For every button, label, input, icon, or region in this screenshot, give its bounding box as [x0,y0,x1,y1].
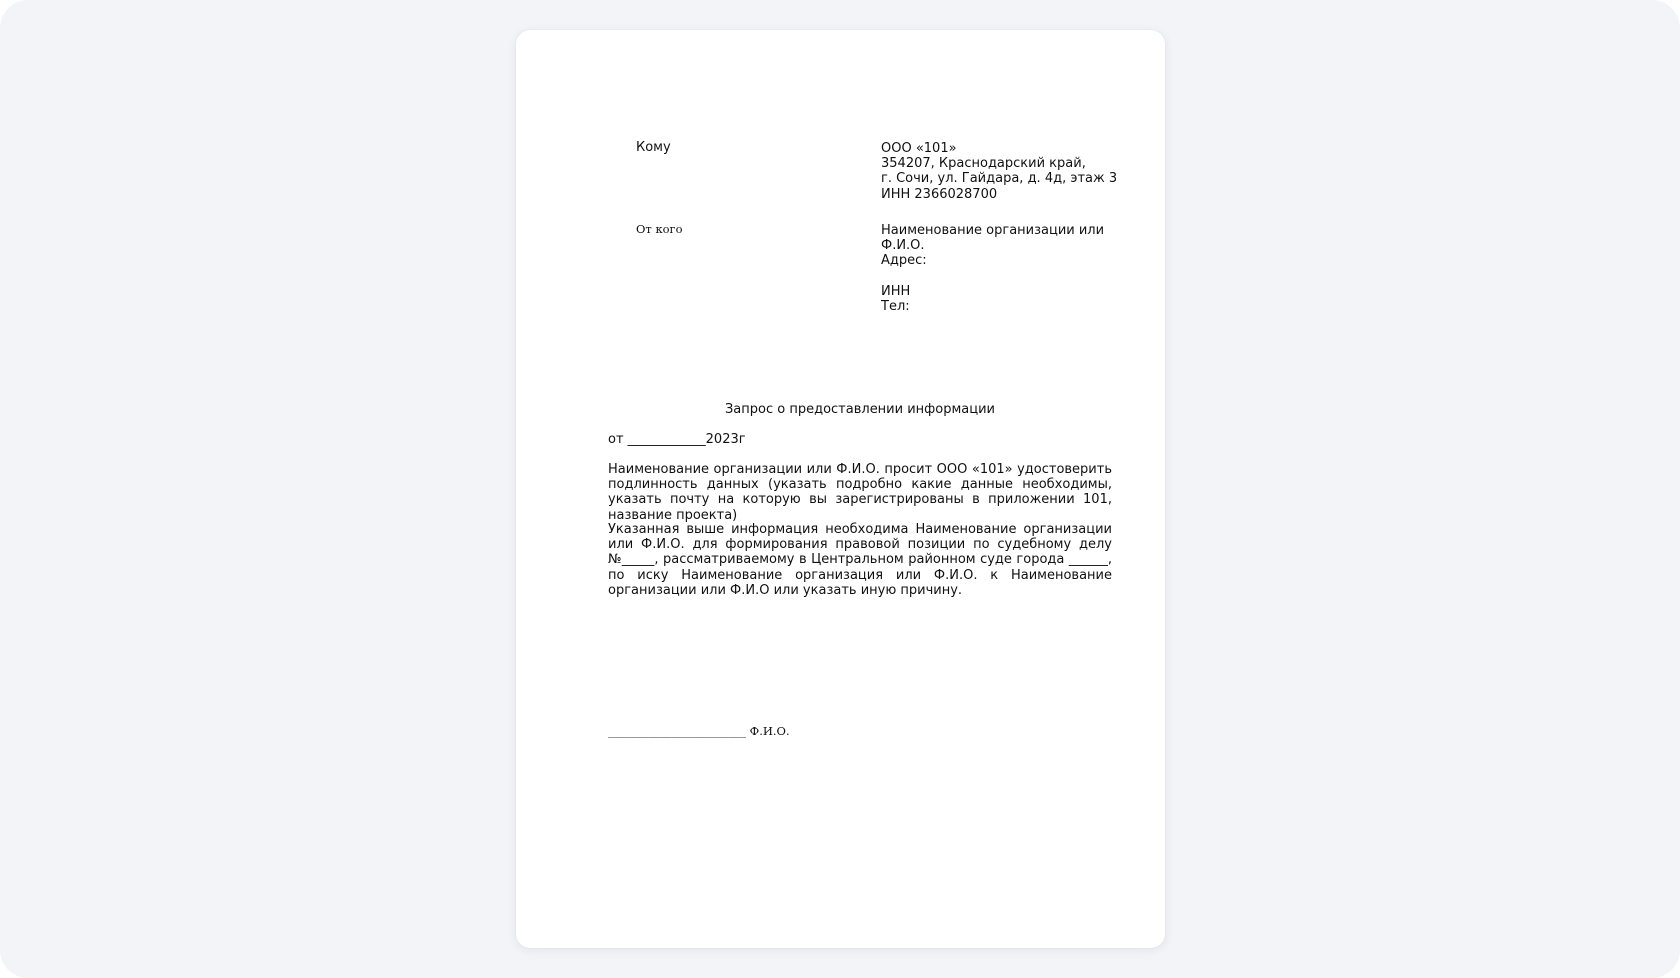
recipient-block: ООО «101» 354207, Краснодарский край, г. Сочи, ул. Гайдара, д. 4д, этаж 3 ИНН 2366028700 [881,141,1118,202]
signature-line: ________________________ Ф.И.О. [608,724,790,738]
request-paragraph: Наименование организации или Ф.И.О. просит ООО «101» удостоверить подлинность данных (указать подробно какие данные необходимы, указать почту на которую вы зарегистрированы в приложении 101, название проекта) [608,462,1112,523]
date-line: от ____________2023г [608,432,746,447]
reason-paragraph: Указанная выше информация необходима Наименование организации или Ф.И.О. для формирования правовой позиции по судебному делу №_____, рассматриваемому в Центральном районном суде города ______, по иску Наименование организация или Ф.И.О. к Наименование организации или Ф.И.О или указать иную причину. [608,522,1112,598]
to-label: Кому [636,140,671,155]
from-label: От кого [636,222,683,236]
document-title: Запрос о предоставлении информации [724,402,996,417]
document-page [516,30,1165,948]
sender-block: Наименование организации или Ф.И.О. Адрес: ИНН Тел: [881,223,1105,315]
